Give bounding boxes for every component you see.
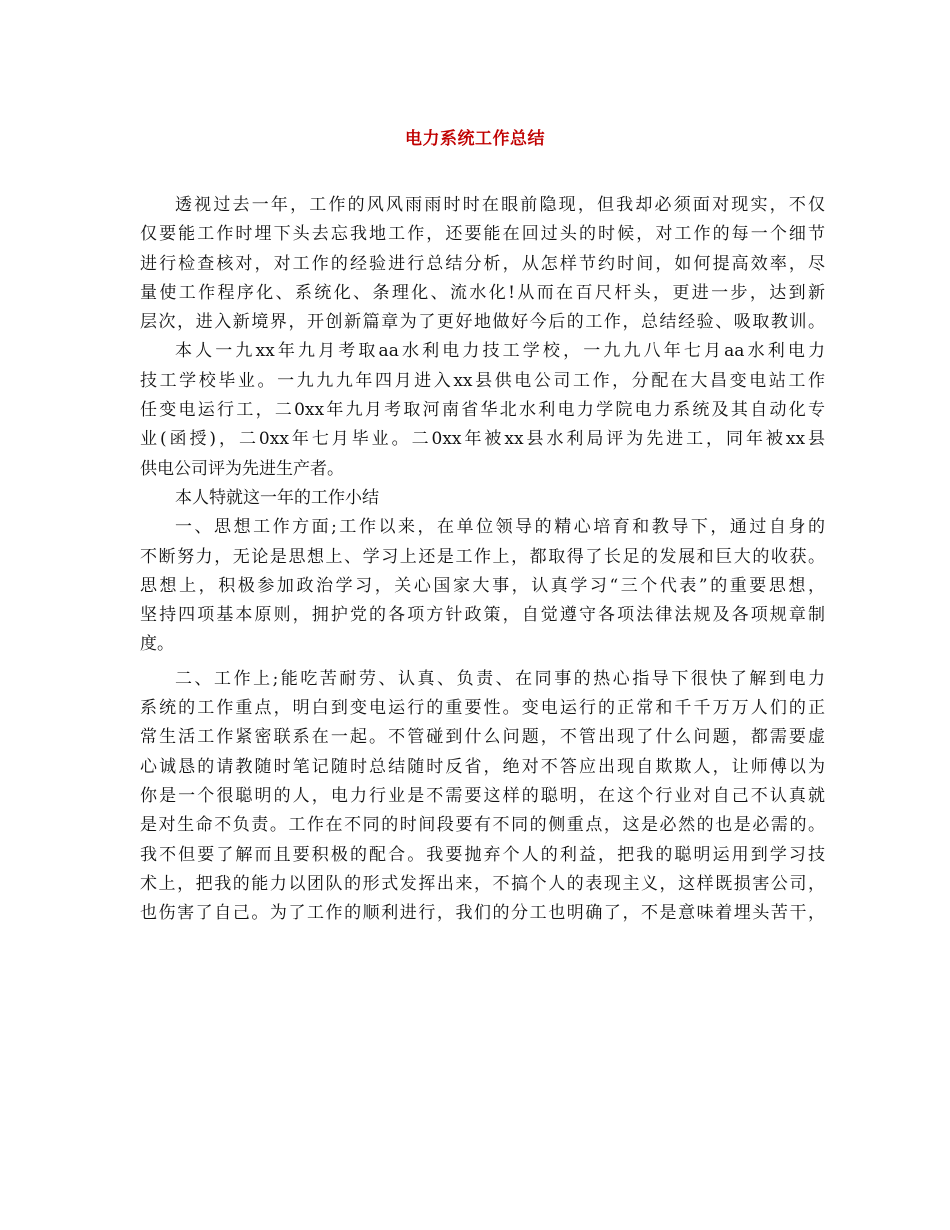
text-line: 我不但要了解而且要积极的配合。我要抛弃个人的利益，把我的聪明运用到学习技 xyxy=(140,844,825,865)
text-line: 是对生命不负责。工作在不同的时间段要有不同的侧重点，这是必然的也是必需的。 xyxy=(140,815,825,836)
document-title: 电力系统工作总结 xyxy=(405,129,545,149)
text-line: 度。 xyxy=(140,634,174,655)
text-line: 也伤害了自己。为了工作的顺利进行，我们的分工也明确了，不是意味着埋头苦干， xyxy=(140,903,825,924)
document-body xyxy=(140,191,825,928)
text-line: 技工学校毕业。一九九九年四月进入xx县供电公司工作，分配在大昌变电站工作 xyxy=(140,370,825,391)
text-line: 层次，进入新境界，开创新篇章为了更好地做好今后的工作，总结经验、吸取教训。 xyxy=(140,312,825,333)
text-line: 你是一个很聪明的人，电力行业是不需要这样的聪明，在这个行业对自己不认真就 xyxy=(140,785,825,806)
text-line: 进行检查核对，对工作的经验进行总结分析，从怎样节约时间，如何提高效率，尽 xyxy=(140,253,825,274)
text-line: 本人一九xx年九月考取aa水利电力技工学校，一九九八年七月aa水利电力 xyxy=(175,341,825,362)
text-line: 供电公司评为先进生产者。 xyxy=(140,458,344,479)
text-line: 系统的工作重点，明白到变电运行的重要性。变电运行的正常和千千万万人们的正 xyxy=(140,698,825,719)
text-line: 业(函授)，二0xx年七月毕业。二0xx年被xx县水利局评为先进工，同年被xx县 xyxy=(140,429,825,450)
text-line: 术上，把我的能力以团队的形式发挥出来，不搞个人的表现主义，这样既损害公司， xyxy=(140,873,825,894)
text-line: 透视过去一年，工作的风风雨雨时时在眼前隐现，但我却必须面对现实，不仅 xyxy=(175,195,825,215)
text-line: 思想上，积极参加政治学习，关心国家大事，认真学习“三个代表”的重要思想， xyxy=(140,575,825,596)
text-line: 心诚恳的请教随时笔记随时总结随时反省，绝对不答应出现自欺欺人，让师傅以为 xyxy=(140,756,825,777)
text-line: 本人特就这一年的工作小结 xyxy=(175,487,379,508)
text-line: 不断努力，无论是思想上、学习上还是工作上，都取得了长足的发展和巨大的收获。 xyxy=(140,546,825,567)
text-line: 一、思想工作方面;工作以来，在单位领导的精心培育和教导下，通过自身的 xyxy=(175,517,825,538)
text-line: 仅要能工作时埋下头去忘我地工作，还要能在回过头的时候，对工作的每一个细节 xyxy=(140,224,825,245)
text-line: 常生活工作紧密联系在一起。不管碰到什么问题，不管出现了什么问题，都需要虚 xyxy=(140,727,825,748)
text-line: 二、工作上;能吃苦耐劳、认真、负责、在同事的热心指导下很快了解到电力 xyxy=(175,668,825,689)
text-line: 任变电运行工，二0xx年九月考取河南省华北水利电力学院电力系统及其自动化专 xyxy=(140,400,825,421)
text-line: 坚持四项基本原则，拥护党的各项方针政策，自觉遵守各项法律法规及各项规章制 xyxy=(140,605,825,626)
text-line: 量使工作程序化、系统化、条理化、流水化!从而在百尺杆头，更进一步，达到新 xyxy=(140,282,825,303)
